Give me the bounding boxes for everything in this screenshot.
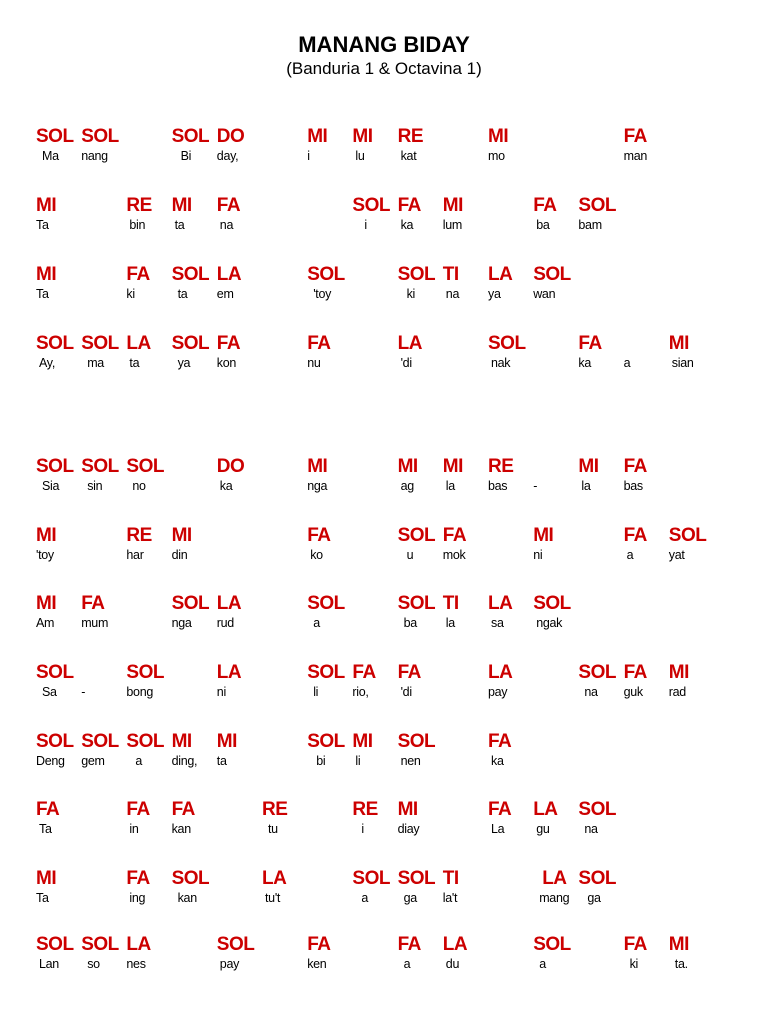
solfege-note: LA: [488, 593, 513, 614]
solfege-note: SOL: [171, 264, 210, 285]
solfege-note: SOL: [171, 593, 210, 614]
lyric-syllable: gem: [81, 754, 105, 768]
note-cell: [669, 525, 729, 571]
lyric-syllable: man: [623, 149, 648, 163]
lyric-syllable: ka: [400, 218, 414, 232]
note-cell: [398, 126, 458, 172]
note-cell: [488, 731, 548, 777]
solfege-note: FA: [623, 126, 647, 147]
solfege-note: SOL: [397, 593, 436, 614]
note-cell: [217, 195, 277, 241]
solfege-note: FA: [126, 868, 150, 889]
solfege-note: MI: [36, 868, 57, 889]
solfege-note: SOL: [126, 731, 164, 752]
solfege-note: MI: [668, 662, 689, 683]
lyric-row: [0, 662, 768, 712]
lyric-syllable: na: [584, 822, 598, 836]
solfege-note: MI: [352, 126, 373, 147]
solfege-note: FA: [623, 934, 647, 955]
lyric-syllable: ka: [219, 479, 233, 493]
lyric-syllable: a: [626, 548, 634, 562]
lyric-syllable: ga: [403, 891, 417, 905]
solfege-note: MI: [307, 456, 328, 477]
solfege-note: SOL: [36, 934, 74, 955]
solfege-note: SOL: [81, 934, 119, 955]
lyric-syllable: wan: [533, 287, 556, 301]
lyric-syllable: ba: [403, 616, 417, 630]
lyric-syllable: ka: [491, 754, 504, 768]
lyric-syllable: ga: [587, 891, 601, 905]
lyric-syllable: yat: [668, 548, 685, 562]
note-cell: [36, 868, 96, 914]
solfege-note: MI: [36, 593, 57, 614]
lyric-syllable: i: [361, 822, 364, 836]
lyric-syllable: ba: [536, 218, 550, 232]
lyric-syllable: i: [364, 218, 367, 232]
solfege-note: RE: [352, 799, 378, 820]
solfege-note: FA: [488, 731, 512, 752]
solfege-note: RE: [488, 456, 514, 477]
solfege-note: FA: [397, 195, 421, 216]
note-cell: [307, 333, 367, 379]
solfege-note: SOL: [36, 126, 74, 147]
solfege-note: TI: [442, 868, 459, 889]
note-cell: [217, 333, 277, 379]
note-cell: [307, 593, 367, 639]
lyric-syllable: Lan: [39, 957, 59, 971]
solfege-note: MI: [171, 731, 192, 752]
note-cell: [398, 333, 458, 379]
solfege-note: MI: [668, 934, 689, 955]
solfege-note: SOL: [397, 868, 436, 889]
solfege-note: SOL: [126, 662, 164, 683]
lyric-syllable: li: [313, 685, 319, 699]
lyric-syllable: ka: [578, 356, 591, 370]
lyric-syllable: La: [491, 822, 505, 836]
note-cell: [669, 662, 729, 708]
solfege-note: SOL: [578, 662, 616, 683]
solfege-note: FA: [397, 662, 421, 683]
note-cell: [262, 799, 322, 845]
lyric-syllable: diay: [397, 822, 420, 836]
lyric-syllable: -: [533, 479, 538, 493]
note-cell: [36, 799, 96, 845]
solfege-note: FA: [126, 799, 150, 820]
note-cell: [488, 333, 548, 379]
solfege-note: SOL: [36, 333, 74, 354]
note-cell: [443, 868, 503, 914]
note-cell: [172, 868, 232, 914]
lyric-syllable: Ma: [42, 149, 59, 163]
solfege-note: MI: [352, 731, 373, 752]
solfege-note: SOL: [216, 934, 255, 955]
lyric-syllable: no: [132, 479, 146, 493]
note-cell: [36, 525, 96, 571]
lyric-syllable: na: [445, 287, 460, 301]
lyric-syllable: nang: [81, 149, 108, 163]
solfege-note: SOL: [307, 731, 345, 752]
solfege-note: SOL: [578, 195, 616, 216]
lyric-syllable: Sa: [42, 685, 57, 699]
solfege-note: SOL: [533, 934, 571, 955]
lyric-syllable: nak: [491, 356, 511, 370]
note-cell: [488, 126, 548, 172]
note-cell: [36, 195, 96, 241]
solfege-note: FA: [623, 662, 647, 683]
lyric-syllable: pay: [488, 685, 508, 699]
lyric-syllable: Deng: [36, 754, 65, 768]
lyric-syllable: mum: [81, 616, 109, 630]
lyric-syllable: em: [216, 287, 234, 301]
note-cell: [217, 126, 277, 172]
lyric-syllable: in: [129, 822, 139, 836]
lyric-syllable: ki: [126, 287, 135, 301]
note-cell: [443, 934, 503, 980]
solfege-note: SOL: [533, 593, 571, 614]
lyric-syllable: a: [539, 957, 546, 971]
solfege-note: FA: [81, 593, 105, 614]
lyric-syllable: kat: [400, 149, 417, 163]
solfege-note: RE: [126, 525, 152, 546]
lyric-syllable: guk: [623, 685, 643, 699]
solfege-note: SOL: [36, 456, 74, 477]
solfege-note: SOL: [397, 264, 436, 285]
solfege-note: MI: [442, 456, 463, 477]
lyric-syllable: Ta: [36, 891, 49, 905]
note-cell: [217, 731, 277, 777]
solfege-note: LA: [262, 868, 287, 889]
lyric-syllable: kon: [216, 356, 237, 370]
note-cell: [443, 195, 503, 241]
note-cell: [443, 525, 503, 571]
lyric-syllable: sa: [491, 616, 504, 630]
note-cell: [533, 593, 593, 639]
solfege-note: RE: [397, 126, 423, 147]
solfege-note: LA: [126, 934, 151, 955]
lyric-syllable: rad: [668, 685, 686, 699]
lyric-row: [0, 593, 768, 643]
note-cell: [172, 525, 232, 571]
note-cell: [307, 264, 367, 310]
lyric-syllable: ta: [129, 356, 140, 370]
solfege-note: SOL: [533, 264, 571, 285]
lyric-syllable: day,: [216, 149, 239, 163]
solfege-note: FA: [533, 195, 557, 216]
solfege-note: FA: [216, 333, 241, 354]
note-cell: [217, 264, 277, 310]
solfege-note: FA: [623, 525, 647, 546]
lyric-row: [0, 126, 768, 176]
lyric-syllable: rud: [216, 616, 234, 630]
solfege-note: SOL: [171, 126, 210, 147]
lyric-syllable: a: [135, 754, 143, 768]
note-cell: [81, 126, 141, 172]
lyric-row: [0, 195, 768, 245]
lyric-syllable: sian: [671, 356, 694, 370]
note-cell: [262, 868, 322, 914]
lyric-syllable: Ay,: [39, 356, 56, 370]
note-cell: [36, 264, 96, 310]
lyric-syllable: ta: [174, 218, 185, 232]
solfege-note: SOL: [307, 264, 345, 285]
solfege-note: MI: [668, 333, 689, 354]
solfege-note: DO: [216, 126, 245, 147]
lyric-row: [0, 868, 768, 918]
lyric-syllable: -: [81, 685, 86, 699]
solfege-note: MI: [216, 731, 237, 752]
solfege-note: LA: [216, 593, 242, 614]
note-cell: [398, 731, 458, 777]
lyric-syllable: a: [403, 957, 411, 971]
lyric-syllable: ngak: [536, 616, 563, 630]
lyric-row: [0, 264, 768, 314]
solfege-note: SOL: [36, 731, 74, 752]
solfege-note: MI: [36, 264, 57, 285]
solfege-note: SOL: [488, 333, 526, 354]
lyric-syllable: pay: [219, 957, 240, 971]
instrument-subtitle: (Banduria 1 & Octavina 1): [286, 59, 482, 78]
lyric-syllable: na: [219, 218, 234, 232]
lyric-syllable: Sia: [42, 479, 60, 493]
solfege-note: SOL: [171, 868, 210, 889]
lyric-syllable: bi: [316, 754, 326, 768]
solfege-note: MI: [578, 456, 599, 477]
solfege-note: FA: [307, 333, 331, 354]
lyric-syllable: 'toy: [36, 548, 54, 562]
lyric-syllable: mang: [539, 891, 570, 905]
lyric-syllable: ki: [629, 957, 639, 971]
solfege-note: MI: [442, 195, 463, 216]
lyric-syllable: u: [406, 548, 414, 562]
lyric-syllable: ken: [307, 957, 327, 971]
note-cell: [307, 456, 367, 502]
lyric-syllable: nu: [307, 356, 321, 370]
solfege-note: FA: [307, 525, 331, 546]
lyric-syllable: nes: [126, 957, 146, 971]
lyric-syllable: mo: [488, 149, 505, 163]
note-cell: [217, 456, 277, 502]
lyric-syllable: nga: [307, 479, 328, 493]
solfege-note: FA: [216, 195, 241, 216]
solfege-note: SOL: [81, 456, 119, 477]
note-cell: [533, 934, 593, 980]
lyric-syllable: la: [581, 479, 591, 493]
lyric-syllable: Bi: [180, 149, 192, 163]
note-cell: [81, 593, 141, 639]
lyric-syllable: du: [445, 957, 460, 971]
note-cell: [624, 456, 684, 502]
lyric-syllable: a: [623, 356, 631, 370]
note-cell: [307, 525, 367, 571]
lyric-row: [0, 934, 768, 984]
solfege-note: LA: [542, 868, 567, 889]
solfege-note: FA: [442, 525, 467, 546]
lyric-syllable: bong: [126, 685, 153, 699]
lyric-syllable: ni: [533, 548, 543, 562]
lyric-syllable: ni: [216, 685, 226, 699]
solfege-note: FA: [578, 333, 602, 354]
note-cell: [398, 799, 458, 845]
solfege-note: TI: [442, 593, 459, 614]
solfege-note: SOL: [81, 731, 119, 752]
solfege-note: SOL: [352, 868, 390, 889]
lyric-syllable: li: [355, 754, 361, 768]
lyric-row: [0, 799, 768, 849]
lyric-syllable: lu: [355, 149, 365, 163]
lyric-syllable: ki: [406, 287, 416, 301]
lyric-syllable: ag: [400, 479, 414, 493]
solfege-note: SOL: [171, 333, 210, 354]
lyric-syllable: la: [445, 616, 455, 630]
note-cell: [217, 593, 277, 639]
solfege-note: SOL: [668, 525, 707, 546]
note-cell: [578, 868, 638, 914]
lyric-syllable: bas: [623, 479, 643, 493]
lyric-syllable: i: [307, 149, 310, 163]
lyric-syllable: ta: [216, 754, 227, 768]
note-cell: [488, 662, 548, 708]
lyric-syllable: Am: [36, 616, 55, 630]
solfege-note: SOL: [126, 456, 164, 477]
solfege-note: MI: [171, 525, 192, 546]
lyric-syllable: ma: [87, 356, 104, 370]
solfege-note: FA: [488, 799, 512, 820]
lyric-syllable: Ta: [36, 287, 49, 301]
lyric-syllable: 'toy: [313, 287, 332, 301]
lyric-syllable: so: [87, 957, 100, 971]
lyric-row: [0, 731, 768, 781]
lyric-row: [0, 456, 768, 506]
solfege-note: FA: [36, 799, 60, 820]
lyric-syllable: tu't: [265, 891, 281, 905]
note-cell: [669, 934, 729, 980]
solfege-note: SOL: [578, 799, 616, 820]
lyric-syllable: ding,: [171, 754, 198, 768]
lyric-syllable: ta: [177, 287, 188, 301]
lyric-syllable: mok: [442, 548, 466, 562]
solfege-note: DO: [216, 456, 245, 477]
solfege-note: FA: [397, 934, 421, 955]
solfege-note: MI: [171, 195, 192, 216]
solfege-note: LA: [216, 662, 242, 683]
solfege-note: TI: [442, 264, 459, 285]
note-cell: [172, 799, 232, 845]
lyric-row: [0, 525, 768, 575]
solfege-note: SOL: [36, 662, 74, 683]
solfege-note: FA: [352, 662, 376, 683]
lyric-syllable: ko: [310, 548, 323, 562]
lyric-syllable: kan: [171, 822, 191, 836]
solfege-note: MI: [36, 195, 57, 216]
note-cell: [533, 264, 593, 310]
lyric-syllable: 'di: [400, 356, 412, 370]
note-cell: [126, 456, 186, 502]
lyric-syllable: la't: [442, 891, 458, 905]
solfege-note: SOL: [81, 333, 119, 354]
note-cell: [578, 195, 638, 241]
solfege-note: MI: [397, 799, 418, 820]
lyric-syllable: ing: [129, 891, 146, 905]
solfege-note: SOL: [578, 868, 616, 889]
solfege-note: SOL: [397, 525, 436, 546]
solfege-note: MI: [488, 126, 509, 147]
lyric-row: [0, 333, 768, 383]
solfege-note: RE: [262, 799, 288, 820]
lyric-syllable: a: [361, 891, 369, 905]
solfege-note: SOL: [397, 731, 436, 752]
lyric-syllable: Ta: [39, 822, 52, 836]
solfege-note: SOL: [307, 593, 345, 614]
lyric-syllable: la: [445, 479, 455, 493]
solfege-note: LA: [397, 333, 422, 354]
solfege-note: FA: [623, 456, 647, 477]
solfege-note: FA: [171, 799, 195, 820]
lyric-syllable: na: [584, 685, 598, 699]
solfege-note: SOL: [81, 126, 119, 147]
note-cell: [126, 662, 186, 708]
lyric-syllable: bin: [129, 218, 146, 232]
note-cell: [217, 934, 277, 980]
lyric-syllable: nga: [171, 616, 192, 630]
lyric-syllable: nen: [400, 754, 421, 768]
solfege-note: LA: [126, 333, 151, 354]
solfege-note: LA: [488, 264, 513, 285]
solfege-note: SOL: [352, 195, 390, 216]
note-cell: [669, 333, 729, 379]
lyric-syllable: a: [313, 616, 320, 630]
note-cell: [126, 934, 186, 980]
lyric-syllable: bas: [488, 479, 508, 493]
lyric-syllable: ya: [488, 287, 501, 301]
solfege-note: LA: [533, 799, 558, 820]
note-cell: [624, 126, 684, 172]
lyric-syllable: ta.: [674, 957, 688, 971]
lyric-syllable: sin: [87, 479, 103, 493]
lyric-syllable: rio,: [352, 685, 369, 699]
solfege-note: LA: [216, 264, 242, 285]
note-cell: [533, 525, 593, 571]
lyric-syllable: din: [171, 548, 188, 562]
solfege-note: MI: [307, 126, 328, 147]
lyric-syllable: 'di: [400, 685, 412, 699]
solfege-note: LA: [488, 662, 513, 683]
solfege-note: MI: [533, 525, 554, 546]
solfege-note: SOL: [307, 662, 345, 683]
lyric-syllable: lum: [442, 218, 463, 232]
lyric-syllable: tu: [268, 822, 278, 836]
song-title: MANANG BIDAY: [298, 32, 470, 57]
note-cell: [578, 799, 638, 845]
lyric-syllable: Ta: [36, 218, 49, 232]
lyric-syllable: gu: [536, 822, 550, 836]
lyric-syllable: kan: [177, 891, 197, 905]
solfege-note: FA: [307, 934, 331, 955]
solfege-note: MI: [397, 456, 418, 477]
solfege-note: LA: [442, 934, 468, 955]
solfege-note: MI: [36, 525, 57, 546]
solfege-note: RE: [126, 195, 152, 216]
lyric-syllable: ya: [177, 356, 191, 370]
lyric-syllable: bam: [578, 218, 602, 232]
lyric-syllable: har: [126, 548, 144, 562]
note-cell: [217, 662, 277, 708]
note-cell: [398, 662, 458, 708]
note-cell: [307, 934, 367, 980]
solfege-note: FA: [126, 264, 150, 285]
